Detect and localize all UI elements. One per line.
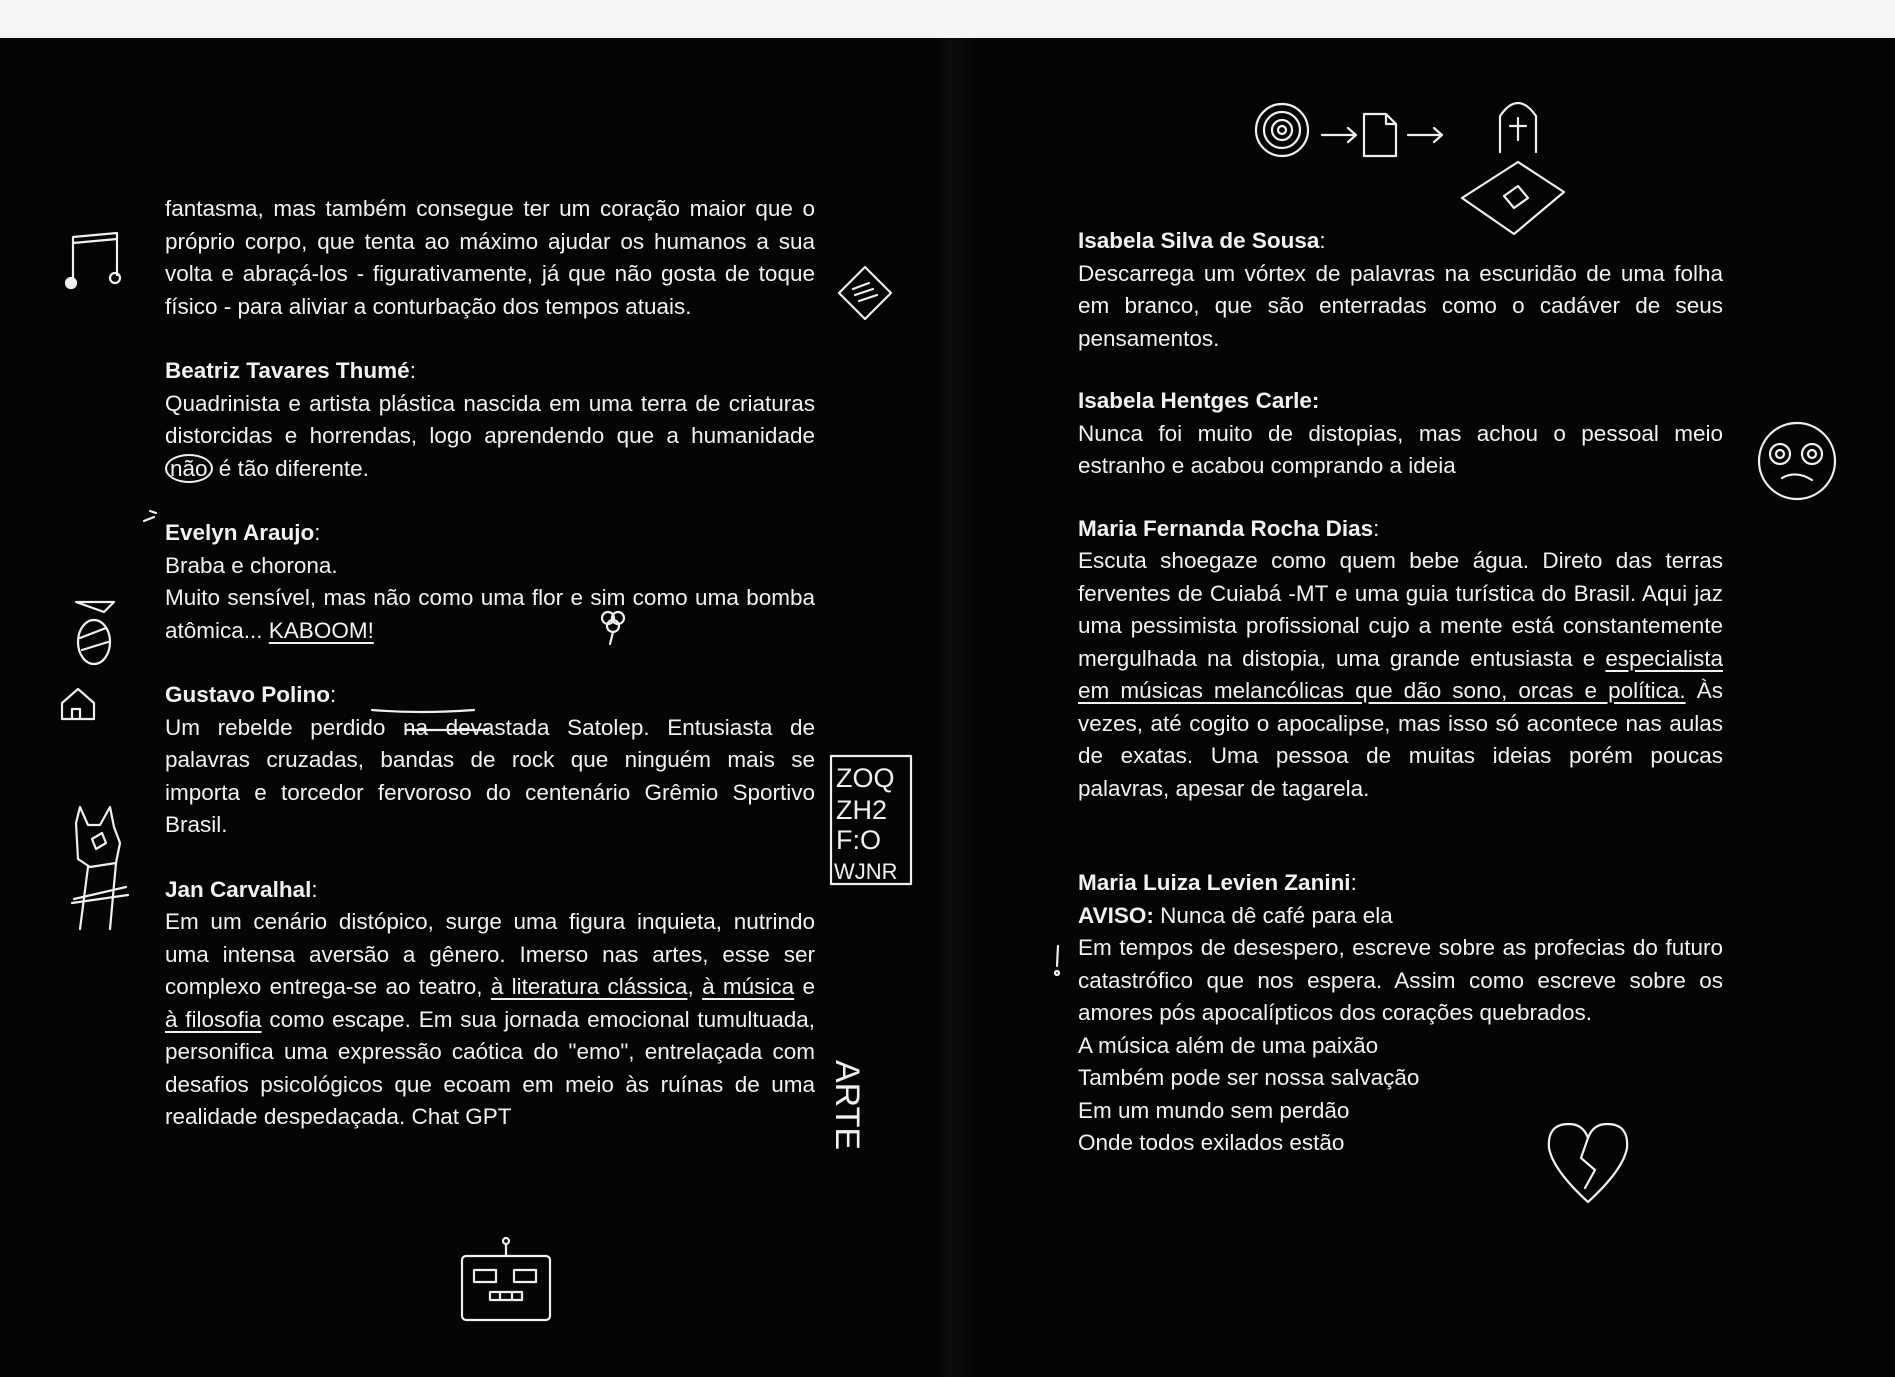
bio-text: é tão diferente. xyxy=(212,455,369,481)
warning-label: AVISO: xyxy=(1078,902,1154,928)
underlined-phrase: à música xyxy=(702,974,795,999)
poem-line: Onde todos exilados estão xyxy=(1078,1130,1345,1155)
author-bio xyxy=(165,388,815,486)
entry-maria-luiza: Maria Luiza Levien Zanini: AVISO: Nunca dê café para ela Em tempos de desespero, escreve sobre as profecias do futuro catastrófico que nos espera. Assim como escreve sobre os amores pós apocalípticos dos corações quebrados. A música além de uma paixão Também pode ser nossa salvação Em um mundo sem perdão Onde todos exilados estão xyxy=(1078,867,1723,1160)
author-bio: Em tempos de desespero, escreve sobre as profecias do futuro catastrófico que nos espera. Assim como escreve sobre os amores pós apocalípticos dos corações quebrados. xyxy=(1078,935,1723,1025)
kaboom-underline xyxy=(370,706,490,736)
bio-text: como escape. Em sua jornada emocional tumultuada, personifica uma expressão caótica do "emo", entrelaçada com desafios psicológicos que ecoam em meio às ruínas de uma realidade despedaçada. Chat GPT xyxy=(165,1006,815,1129)
author-name: Maria Luiza Levien Zanini xyxy=(1078,870,1351,895)
bomb-icon xyxy=(70,598,120,668)
entry-maria-fernanda: Maria Fernanda Rocha Dias: Escuta shoegaze como quem bebe água. Direto das terras ferventes de Cuiabá -MT e uma guia turística do Brasil. Aqui jaz uma pessimista profissional cujo a mente está constantemente mergulhada na distopia, uma grande entusiasta e especialista em músicas melancólicas que dão sono, orcas e política. Às vezes, até cogito o apocalipse, mas isso só acontece nas aulas de exatas. Uma pessoa de muitas ideias porém poucas palavras, apesar de tagarela. xyxy=(1078,513,1723,806)
tombstone-icon xyxy=(1496,96,1540,156)
entry-isabela-silva: Isabela Silva de Sousa: Descarrega um vórtex de palavras na escuridão de uma folha em branco, que são enterradas como o cadáver de seus pensamentos. xyxy=(1078,225,1723,355)
bio-text: Às vezes, até cogito o apocalipse, mas isso só acontece nas aulas de exatas. Uma pessoa de muitas ideias porém poucas palavras, apesar de tagarela. xyxy=(1078,678,1723,801)
author-name: Maria Fernanda Rocha Dias xyxy=(1078,515,1374,541)
underlined-phrase: especialista em músicas melancólicas que dão sono, orcas e política. xyxy=(1078,645,1723,703)
bio-text: Muito sensível, mas não como uma flor e sim como uma bomba atômica... xyxy=(165,585,815,643)
underlined-word: KABOOM! xyxy=(268,617,374,643)
underlined-phrase: à filosofia xyxy=(165,1006,262,1032)
grid-row: ZH2 xyxy=(836,795,888,825)
tick-mark-icon xyxy=(140,503,170,533)
arte-vertical-doodle xyxy=(820,1056,870,1176)
entry-gustavo: Gustavo Polino: Um rebelde perdido na devastada Satolep. Entusiasta de palavras cruzadas, bandas de rock que ninguém mais se importa e torcedor fervoroso do centenário Grêmio Sportivo Brasil. xyxy=(165,679,815,842)
author-bio xyxy=(165,582,815,647)
bio-text: Quadrinista e artista plástica nascida em uma terra de criaturas distorcidas e horrendas, logo aprendendo que a humanidade xyxy=(165,390,815,448)
bio-text: e xyxy=(794,974,815,999)
arrow-right-icon xyxy=(1320,120,1360,150)
flower-icon xyxy=(598,608,628,648)
paper-sheet-icon xyxy=(1360,110,1400,160)
author-bio-line: Braba e chorona. xyxy=(165,552,338,578)
left-column xyxy=(165,193,815,1166)
author-bio: Um rebelde perdido na devastada Satolep. Entusiasta de palavras cruzadas, bandas de rock que ninguém mais se importa e torcedor fervoroso do centenário Grêmio Sportivo Brasil. xyxy=(165,714,815,837)
intro-paragraph: fantasma, mas também consegue ter um coração maior que o próprio corpo, que tenta ao máximo ajudar os humanos a sua volta e abraçá-los - figurativamente, já que não gosta de toque físico - para aliviar a conturbação dos tempos atuais. xyxy=(165,196,815,319)
arte-text: ARTE xyxy=(828,1060,866,1151)
spiral-icon xyxy=(1252,100,1312,160)
poem-line: A música além de uma paixão xyxy=(1078,1032,1379,1058)
house-icon xyxy=(58,683,98,723)
diamond-note-icon xyxy=(835,263,895,323)
author-name: Evelyn Araujo xyxy=(165,520,315,545)
right-page xyxy=(948,38,1895,1377)
author-bio xyxy=(165,906,815,1134)
warning-text: Nunca dê café para ela xyxy=(1153,902,1393,928)
poem-line: Também pode ser nossa salvação xyxy=(1078,1065,1420,1090)
author-bio xyxy=(1078,545,1723,805)
dizzy-face-icon xyxy=(1756,420,1838,502)
author-name: Isabela Hentges Carle: xyxy=(1078,388,1320,413)
entry-beatriz: Beatriz Tavares Thumé: Quadrinista e artista plástica nascida em uma terra de criaturas distorcidas e horrendas, logo aprendendo que a humanidade não é tão diferente. xyxy=(165,355,815,485)
arrow-right-icon xyxy=(1406,120,1446,150)
grave-slab-icon xyxy=(1458,158,1568,238)
exclamation-icon xyxy=(1051,944,1065,978)
author-name: Isabela Silva de Sousa xyxy=(1078,228,1320,253)
broken-heart-icon xyxy=(1543,1118,1633,1208)
author-bio: Descarrega um vórtex de palavras na escuridão de uma folha em branco, que são enterradas como o cadáver de seus pensamentos. xyxy=(1078,260,1723,351)
bio-text: Escuta shoegaze como quem bebe água. Direto das terras ferventes de Cuiabá -MT e uma guia turística do Brasil. Aqui jaz uma pessimista profissional cujo a mente está constantemente mergulhada na distopia, uma grande entusiasta e xyxy=(1078,548,1723,671)
music-note-icon xyxy=(65,223,125,293)
author-bio: Nunca foi muito de distopias, mas achou o pessoal meio estranho e acabou comprando a ideia xyxy=(1078,420,1723,478)
right-column xyxy=(1078,225,1723,1190)
poem-line: Em um mundo sem perdão xyxy=(1078,1097,1350,1123)
scan-top-strip xyxy=(0,0,1895,38)
author-name: Gustavo Polino xyxy=(165,682,331,707)
left-page xyxy=(0,38,948,1377)
warning-line xyxy=(1078,900,1723,933)
rock-hand-icon xyxy=(70,803,140,933)
bio-text: Em um cenário distópico, surge uma figura inquieta, nutrindo uma intensa aversão a gênero. Imerso nas artes, esse ser complexo entrega-se ao teatro, xyxy=(165,909,815,999)
bio-text: , xyxy=(687,974,703,999)
author-name: Jan Carvalhal xyxy=(165,876,312,902)
grid-row: ZOQ xyxy=(836,763,895,793)
circled-word: não xyxy=(165,454,213,483)
entry-isabela-hentges xyxy=(1078,385,1723,483)
entry-evelyn: Evelyn Araujo: Braba e chorona. Muito sensível, mas não como uma flor e sim como uma bomba atômica... KABOOM! xyxy=(165,517,815,647)
letter-grid-doodle xyxy=(828,753,918,888)
author-name: Beatriz Tavares Thumé xyxy=(165,358,410,383)
underlined-phrase: à literatura clássica xyxy=(490,974,688,999)
grid-row: F:O xyxy=(836,825,881,855)
entry-jan: Jan Carvalhal: Em um cenário distópico, surge uma figura inquieta, nutrindo uma intensa aversão a gênero. Imerso nas artes, esse ser complexo entrega-se ao teatro, à literatura clássica, à música e à filosofia como escape. Em sua jornada emocional tumultuada, personifica uma expressão caótica do "emo", entrelaçada com desafios psicológicos que ecoam em meio às ruínas de uma realidade despedaçada. Chat GPT xyxy=(165,874,815,1134)
grid-row: WJNR xyxy=(834,859,898,884)
robot-face-icon xyxy=(456,1236,556,1326)
